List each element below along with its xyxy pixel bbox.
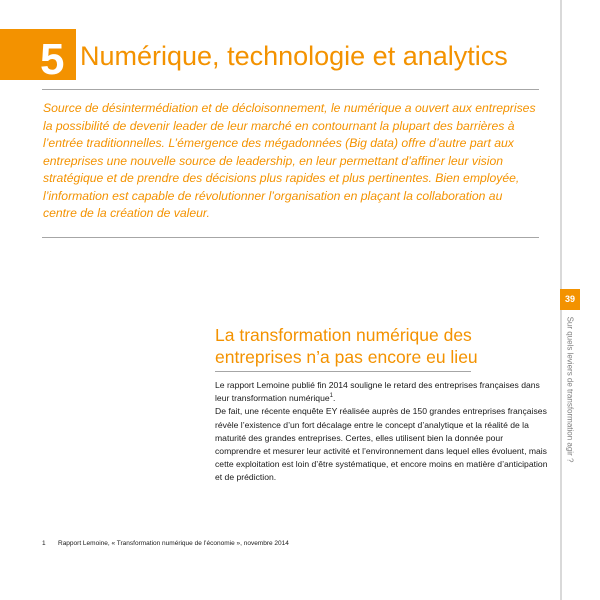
body-paragraph-2: De fait, une récente enquête EY réalisée auprès de 150 grandes entreprises françaises révèle l’existence d’un fort décalage entre le concept d’analytique et la réalité de la maturité des grandes entreprises. Certes, elles utilisent bien la donnée pour comprendre et mesurer leur activité et l’environnement dans lequel elles évoluent, mais cette exploitation est loin d’être systématique, et encore moins en matière d’anticipation et de prédiction. xyxy=(215,406,548,483)
chapter-number-box xyxy=(0,29,76,80)
body-paragraph-1-text: Le rapport Lemoine publié fin 2014 souligne le retard des entreprises françaises dans leur transformation numérique xyxy=(215,380,540,404)
section-body xyxy=(215,379,550,485)
footnote-text: Rapport Lemoine, « Transformation numérique de l’économie », novembre 2014 xyxy=(58,540,289,547)
intro-bottom-divider xyxy=(42,237,539,238)
footnote-number: 1 xyxy=(42,540,46,547)
intro-top-divider xyxy=(42,89,539,90)
chapter-number: 5 xyxy=(40,35,65,84)
body-paragraph-1 xyxy=(215,379,550,405)
body-paragraph-1-end: . xyxy=(332,393,336,404)
section-title-underline xyxy=(215,371,471,372)
footnote-reference[interactable]: 1 xyxy=(329,393,333,400)
page-number-tab: 39 xyxy=(560,289,580,310)
section-title: La transformation numérique des entreprises n’a pas encore eu lieu xyxy=(215,325,478,367)
chapter-title: Numérique, technologie et analytics xyxy=(80,41,508,71)
footnote xyxy=(42,540,442,547)
section-side-label: Sur quels leviers de transformation agir ? xyxy=(565,316,575,463)
chapter-intro: Source de désintermédiation et de décloisonnement, le numérique a ouvert aux entreprises la possibilité de devenir leader de leur marché en contournant la plupart des barrières à l’entrée traditionnelles. L’émergence des mégadonnées (Big data) offre d’autre part aux entreprises une nouvelle source de leadership, en leur permettant d’affiner leur vision stratégique et de prendre des décisions plus rapides et plus pertinentes. Bien employée, l’information est capable de révolutionner l’organisation en plaçant la collaboration au centre de la création de valeur. xyxy=(43,101,536,220)
